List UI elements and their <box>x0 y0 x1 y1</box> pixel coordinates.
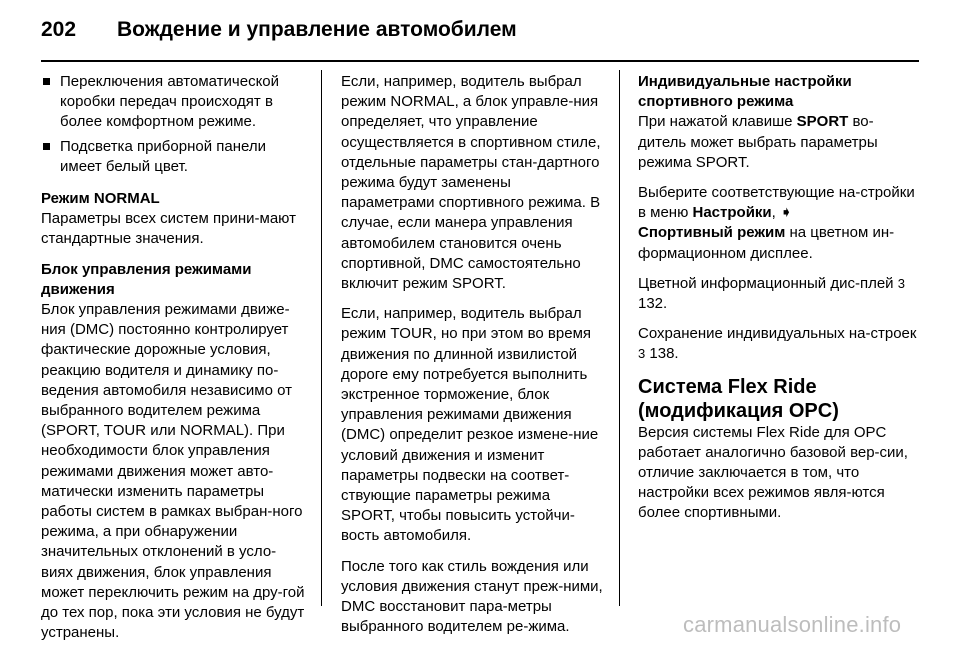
page-title: Вождение и управление автомобилем <box>117 18 517 41</box>
page-reference-icon: 3 <box>638 346 646 362</box>
dmc-heading: Блок управления режимами движения <box>41 260 252 298</box>
header-divider <box>41 60 919 62</box>
flex-ride-heading: Система Flex Ride (модификация OPC) <box>638 375 839 422</box>
text: Выберите соответствующие на-стройки в меню <box>638 184 915 222</box>
paragraph <box>638 183 918 264</box>
individual-section <box>638 72 918 173</box>
list-item <box>41 72 305 133</box>
text: Сохранение индивидуальных на-строек <box>638 325 917 343</box>
column-divider-2 <box>619 70 620 606</box>
page-reference-icon: 3 <box>897 275 905 291</box>
text: , <box>771 204 780 222</box>
dmc-section <box>41 260 305 644</box>
square-bullet-icon <box>43 143 50 150</box>
column-2 <box>341 72 605 647</box>
menu-sport-mode-label: Спортивный режим <box>638 224 786 242</box>
normal-section <box>41 189 305 250</box>
column-divider-1 <box>321 70 322 606</box>
normal-text: Параметры всех систем прини-мают стандартные значения. <box>41 210 296 248</box>
page-ref-number: 138. <box>645 345 679 363</box>
flex-ride-text: Версия системы Flex Ride для OPC работает аналогично базовой вер-сии, отличие заключается в том, что настройки всех режимов явля-ются более спортивными. <box>638 423 908 522</box>
sport-key-label: SPORT <box>796 113 849 131</box>
paragraph <box>638 274 918 314</box>
bullet-list <box>41 72 305 177</box>
text: во-дитель может выбрать параметры режима SPORT. <box>638 113 878 171</box>
menu-arrow-icon: ➧ <box>779 204 793 222</box>
page-ref-number: 132. <box>638 295 668 313</box>
watermark: carmanualsonline.info <box>683 612 902 637</box>
paragraph: После того как стиль вождения или условия движения станут преж-ними, DMC восстановит пара-метры выбранного водителем ре-жима. <box>341 557 603 636</box>
column-1 <box>41 72 305 653</box>
bullet-text: Переключения автоматической коробки передач происходят в более комфортном режиме. <box>60 73 280 131</box>
paragraph: Если, например, водитель выбрал режим NORMAL, а блок управле-ния определяет, что управление осуществляется в спортивном стиле, отдельные параметры стан-дартного режима будут заменены параметрами спортивного режима. В случае, если манера управления автомобилем становится очень спортивной, DMC самостоятельно включит режим SPORT. <box>341 73 601 293</box>
bullet-text: Подсветка приборной панели имеет белый цвет. <box>60 137 266 175</box>
text: При нажатой клавише <box>638 113 797 131</box>
text: Цветной информационный дис-плей <box>638 274 898 292</box>
dmc-text: Блок управления режимами движе-ния (DMC) постоянно контролирует фактические дорожные условия, реакцию водителя и динамику по-ведения автомобиля независимо от выбранного водителем режима (SPORT, TOUR или NORMAL). При необходимости блок управления режимами движения может авто-матически изменить параметры работы систем в рамках выбран-ного режима, а при обнаружении значительных отклонений в усло-виях движения, блок управления может переключить режим на дру-гой до тех пор, пока эти условия не будут устранены. <box>41 301 305 642</box>
normal-heading: Режим NORMAL <box>41 190 160 208</box>
square-bullet-icon <box>43 78 50 85</box>
paragraph <box>638 324 918 364</box>
page-number: 202 <box>41 18 77 41</box>
list-item <box>41 137 305 177</box>
column-3 <box>638 72 918 534</box>
paragraph: Если, например, водитель выбрал режим TOUR, но при этом во время движения по длинной извилистой дороге ему потребуется выполнить экстренное торможение, блок управления режимами движения (DMC) определит резкое измене-ние условий движения и изменит параметры подвески на соответ-ствующие параметры режима SPORT, чтобы повысить устойчи-вость автомобиля. <box>341 305 599 545</box>
menu-settings-label: Настройки <box>692 204 772 222</box>
text: на цветном ин-формационном дисплее. <box>638 224 895 262</box>
individual-heading: Индивидуальные настройки спортивного режима <box>638 73 852 111</box>
